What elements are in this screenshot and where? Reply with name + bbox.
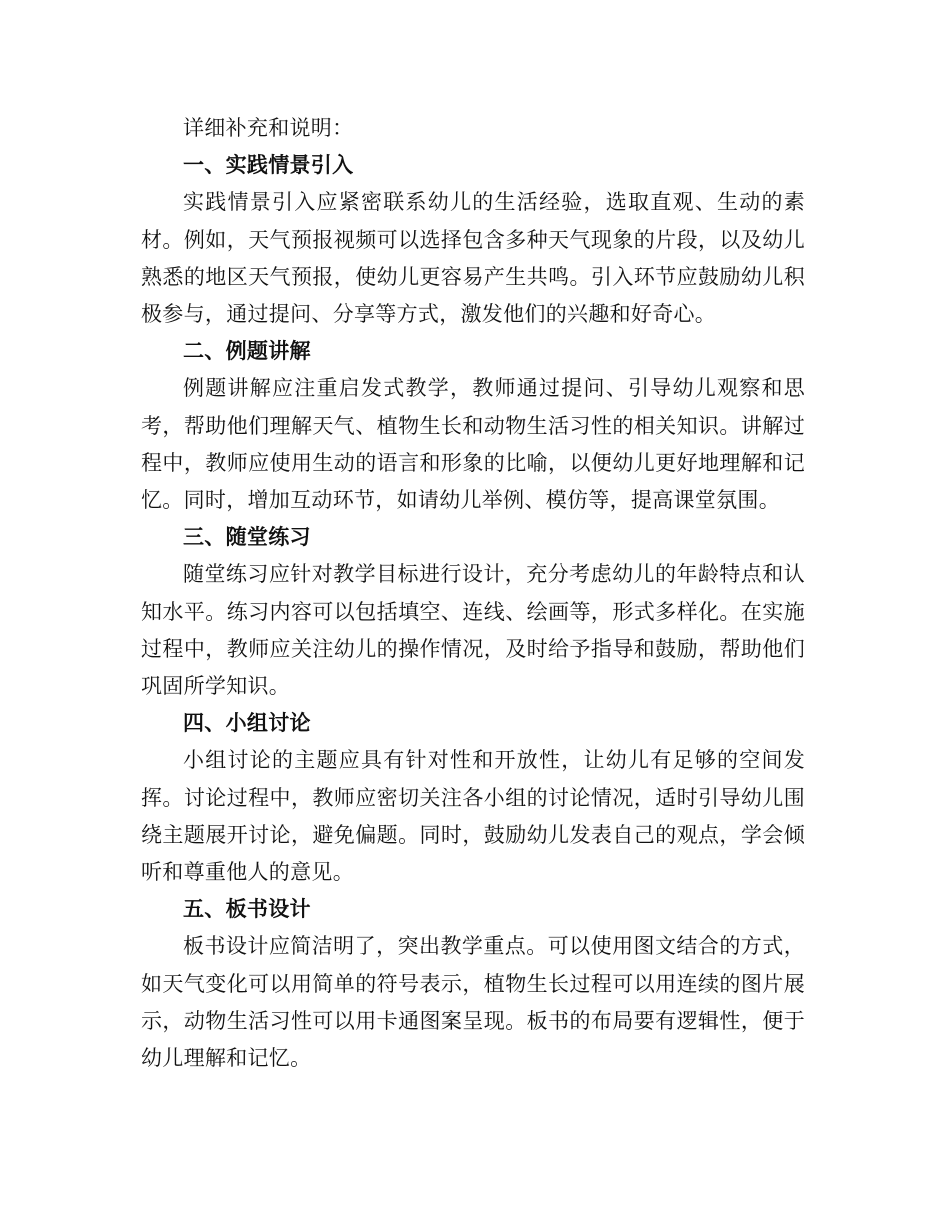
section-heading: 三、随堂练习 [183, 525, 311, 550]
section-heading: 一、实践情景引入 [183, 153, 354, 178]
section-paragraph: 板书设计应简洁明了，突出教学重点。可以使用图文结合的方式，如天气变化可以用简单的符号表示，植物生长过程可以用连续的图片展示，动物生活习性可以用卡通图案呈现。板书的布局要有逻辑性，便于幼儿理解和记忆。 [141, 934, 805, 1071]
section-paragraph: 例题讲解应注重启发式教学，教师通过提问、引导幼儿观察和思考，帮助他们理解天气、植物生长和动物生活习性的相关知识。讲解过程中，教师应使用生动的语言和形象的比喻，以便幼儿更好地理解和记忆。同时，增加互动环节，如请幼儿举例、模仿等，提高课堂氛围。 [141, 376, 805, 513]
section-heading: 五、板书设计 [183, 897, 311, 922]
section-paragraph: 实践情景引入应紧密联系幼儿的生活经验，选取直观、生动的素材。例如，天气预报视频可以选择包含多种天气现象的片段，以及幼儿熟悉的地区天气预报，使幼儿更容易产生共鸣。引入环节应鼓励幼儿积极参与，通过提问、分享等方式，激发他们的兴趣和好奇心。 [141, 190, 805, 327]
section-paragraph: 随堂练习应针对教学目标进行设计，充分考虑幼儿的年龄特点和认知水平。练习内容可以包括填空、连线、绘画等，形式多样化。在实施过程中，教师应关注幼儿的操作情况，及时给予指导和鼓励，帮助他们巩固所学知识。 [141, 562, 805, 699]
section-paragraph: 小组讨论的主题应具有针对性和开放性，让幼儿有足够的空间发挥。讨论过程中，教师应密切关注各小组的讨论情况，适时引导幼儿围绕主题展开讨论，避免偏题。同时，鼓励幼儿发表自己的观点，学会倾听和尊重他人的意见。 [141, 748, 805, 885]
section-heading: 二、例题讲解 [183, 339, 311, 364]
section-heading: 四、小组讨论 [183, 711, 311, 736]
intro-paragraph: 详细补充和说明： [183, 116, 354, 140]
document-content [141, 110, 805, 1077]
